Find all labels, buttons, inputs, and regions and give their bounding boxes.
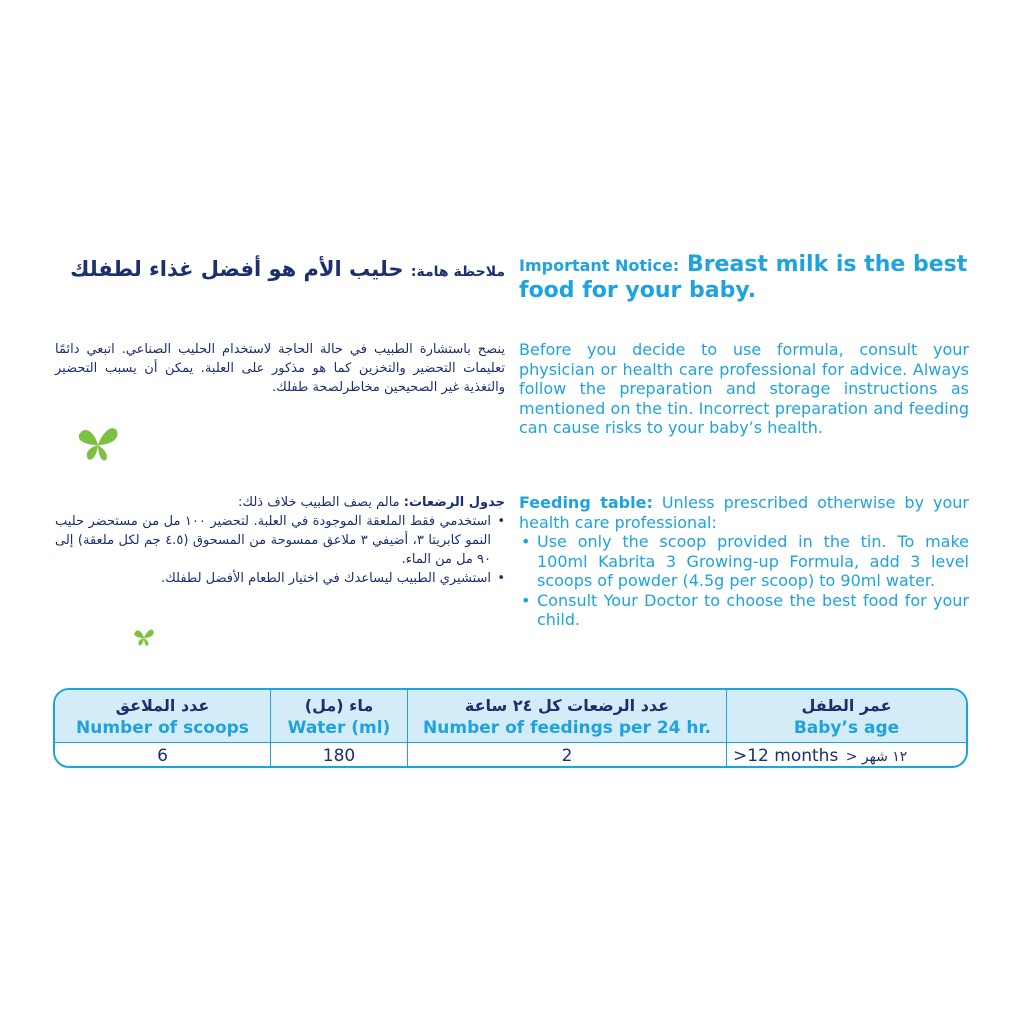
header-age-en: Baby’s age bbox=[793, 718, 900, 738]
header-feedings bbox=[408, 690, 727, 742]
cell-scoops: 6 bbox=[55, 743, 271, 768]
arabic-bullet: • استخدمي فقط الملعقة الموجودة في العلبة. لتحضير ١٠٠ مل من مستحضر حليب النمو كابريتا ٣، أضيفي ٣ ملاعق ممسوحة من المسحوق (٤.٥ جم لكل ملعقة) إلى ٩٠ مل من الماء. bbox=[55, 512, 505, 569]
english-bullet: • Consult Your Doctor to choose the best food for your child. bbox=[519, 591, 969, 630]
english-title-text: Breast milk is the best food for your baby. bbox=[519, 252, 968, 303]
header-age bbox=[727, 690, 966, 742]
arabic-feeding-intro-text: مالم يصف الطبيب خلاف ذلك: bbox=[238, 495, 400, 510]
arabic-feeding-section bbox=[55, 493, 505, 588]
english-feeding-label: Feeding table: bbox=[519, 493, 653, 512]
english-bullet: • Use only the scoop provided in the tin. To make 100ml Kabrita 3 Growing-up Formula, add 3 level scoops of powder (4.5g per scoop) to 90ml water. bbox=[519, 532, 969, 591]
arabic-feeding-intro bbox=[55, 493, 505, 512]
butterfly-icon bbox=[76, 423, 120, 463]
english-title-label: Important Notice: bbox=[519, 256, 680, 275]
table-row bbox=[55, 742, 966, 768]
header-water-en: Water (ml) bbox=[287, 718, 391, 738]
cell-age bbox=[727, 743, 966, 768]
arabic-bullet-list bbox=[55, 512, 505, 588]
english-title bbox=[519, 252, 969, 303]
arabic-title bbox=[55, 256, 505, 285]
english-feeding-section bbox=[519, 493, 969, 630]
arabic-title-text: حليب الأم هو أفضل غذاء لطفلك bbox=[70, 257, 404, 281]
feeding-table bbox=[53, 688, 968, 768]
header-scoops-en: Number of scoops bbox=[76, 718, 249, 738]
table-header-row bbox=[55, 690, 966, 742]
arabic-title-label: ملاحظة هامة: bbox=[410, 264, 505, 280]
header-scoops-ar: عدد الملاعق bbox=[115, 696, 210, 715]
cell-age-ar: > ١٢ شهر bbox=[845, 749, 908, 765]
cell-feedings: 2 bbox=[408, 743, 727, 768]
english-paragraph: Before you decide to use formula, consult your physician or health care professional for advice. Always follow the preparation and storage instructions as mentioned on the tin. Incorrect preparation and feeding can cause risks to your baby’s health. bbox=[519, 340, 969, 437]
header-feedings-en: Number of feedings per 24 hr. bbox=[423, 718, 711, 738]
header-scoops bbox=[55, 690, 271, 742]
english-feeding-intro-text: Unless prescribed otherwise by your health care professional: bbox=[519, 493, 969, 532]
english-bullet-list bbox=[519, 532, 969, 630]
arabic-paragraph: ينصح باستشارة الطبيب في حالة الحاجة لاستخدام الحليب الصناعي. اتبعي دائمًا تعليمات التحضير والتخزين كما هو مذكور على العلبة. يمكن أن يسبب التحضير والتغذية غير الصحيحين مخاطرلصحة طفلك. bbox=[55, 342, 505, 395]
header-water bbox=[271, 690, 408, 742]
cell-age-en: >12 months bbox=[733, 746, 839, 766]
arabic-feeding-label: جدول الرضعات: bbox=[403, 495, 505, 510]
butterfly-icon bbox=[131, 627, 157, 647]
header-water-ar: ماء (مل) bbox=[304, 696, 374, 715]
english-feeding-intro bbox=[519, 493, 969, 532]
header-age-ar: عمر الطفل bbox=[801, 696, 892, 715]
arabic-bullet: • استشيري الطبيب ليساعدك في اختيار الطعام الأفضل لطفلك. bbox=[55, 569, 505, 588]
header-feedings-ar: عدد الرضعات كل ٢٤ ساعة bbox=[464, 696, 670, 715]
cell-water: 180 bbox=[271, 743, 408, 768]
